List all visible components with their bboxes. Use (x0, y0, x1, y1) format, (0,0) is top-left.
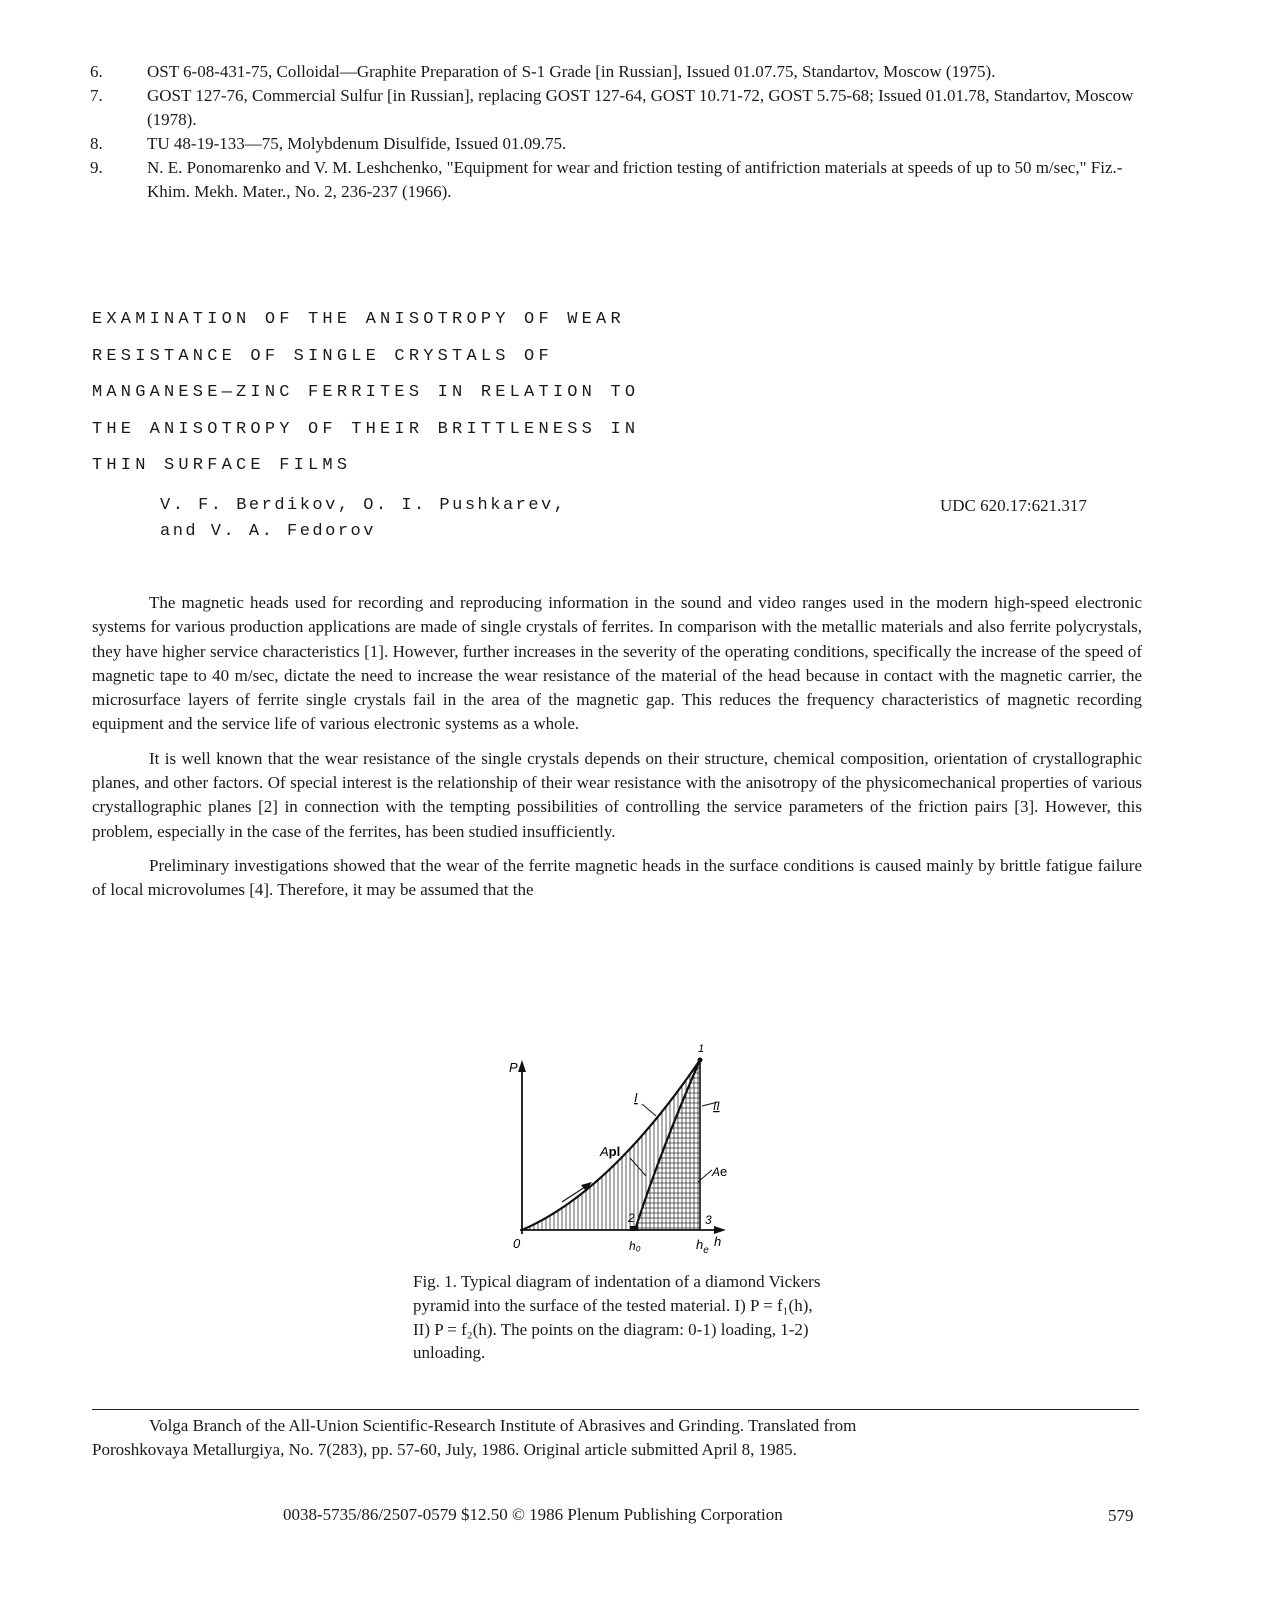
reference-item (90, 132, 1140, 156)
indentation-diagram (500, 1042, 750, 1257)
reference-text: OST 6-08-431-75, Colloidal—Graphite Preparation of S-1 Grade [in Russian], Issued 01.07.75, Standartov, Moscow (1975). (147, 62, 996, 81)
reference-item (90, 156, 1140, 204)
point-3-label: 3 (705, 1213, 712, 1227)
he-label-sub: e (703, 1245, 709, 1256)
page-number: 579 (1108, 1506, 1134, 1525)
point-2-label: 2 (628, 1211, 635, 1225)
reference-number: 8. (90, 134, 103, 153)
reference-text: TU 48-19-133—75, Molybdenum Disulfide, Issued 01.09.75. (147, 134, 567, 153)
apl-label-sub: pl (608, 1144, 621, 1159)
curve-1-leader (642, 1104, 656, 1116)
title-line: THIN SURFACE FILMS (92, 456, 352, 475)
body-paragraph: The magnetic heads used for recording and reproducing information in the sound and video ranges used in the modern high-speed electronic systems for various production applications are made of single crystals of ferrites. In comparison with the metallic materials and also ferrite polycrystals, they have higher service characteristics [1]. However, further increases in the severity of the operating conditions, specifically the increase of the speed of magnetic tape to 40 m/sec, dictate the need to increase the wear resistance of the material of the head because in contact with the magnetic carrier, the microsurface layers of ferrite single crystals fail in the area of the magnetic gap. This reduces the frequency characteristics of magnetic recording equipment and the service life of various electronic systems as a whole. (92, 593, 1142, 734)
title-line: RESISTANCE OF SINGLE CRYSTALS OF (92, 346, 553, 366)
diagram-svg (500, 1042, 750, 1257)
article-body (92, 591, 1142, 913)
udc-code: UDC 620.17:621.317 (940, 496, 1087, 515)
reference-list (90, 60, 1140, 204)
p-axis-arrow (518, 1060, 526, 1072)
figure-caption: Fig. 1. Typical diagram of indentation of a diamond Vickers pyramid into the surface of the tested material. I) P = f₁(h), II) P = f₂(h). The points on the diagram: 0-1) loading, 1-2) unloading. (413, 1272, 821, 1363)
title-line: THE ANISOTROPY OF THEIR BRITTLENESS IN (92, 419, 640, 439)
reference-number: 6. (90, 62, 103, 81)
origin-label: 0 (513, 1236, 521, 1251)
author-line: V. F. Berdikov, O. I. Pushkarev, (160, 496, 567, 515)
affiliation-line: Poroshkovaya Metallurgiya, No. 7(283), pp. 57-60, July, 1986. Original article submitted April 8, 1985. (92, 1440, 797, 1459)
h-axis-label: h (714, 1234, 722, 1249)
affiliation-note (92, 1414, 1142, 1462)
reference-number: 7. (90, 86, 103, 105)
affiliation-line: Volga Branch of the All-Union Scientific-Research Institute of Abrasives and Grinding. Translated from (149, 1416, 857, 1435)
point-1-label: 1 (698, 1043, 705, 1055)
p-axis-label: P (509, 1060, 518, 1075)
title-line: EXAMINATION OF THE ANISOTROPY OF WEAR (92, 310, 625, 329)
apl-label-main: A (600, 1144, 609, 1159)
body-paragraph: Preliminary investigations showed that the wear of the ferrite magnetic heads in the surface conditions is caused mainly by brittle fatigue failure of local microvolumes [4]. Therefore, it may be assumed that the (92, 855, 1142, 900)
point-2-marker (630, 1226, 638, 1231)
reference-text: GOST 127-76, Commercial Sulfur [in Russian], replacing GOST 127-64, GOST 10.71-72, GOST 5.75-68; Issued 01.01.78, Standartov, Moscow (1978). (147, 86, 1134, 129)
he-label-main: h (696, 1237, 704, 1252)
author-list (160, 493, 566, 545)
curve-2-label: II (713, 1099, 720, 1113)
body-paragraph: It is well known that the wear resistance of the single crystals depends on their structure, chemical composition, orientation of crystallographic planes, and other factors. Of special interest is the relationship of their wear resistance with the anisotropy of the physicomechanical properties of various crystallographic planes [2] in connection with the tempting possibilities of controlling the service parameters of the friction pairs [3]. However, this problem, especially in the case of the ferrites, has been studied insufficiently. (92, 748, 1142, 841)
author-line: and V. A. Fedorov (160, 522, 376, 541)
h-axis-arrow (714, 1226, 726, 1234)
reference-item (90, 84, 1140, 132)
ae-label (711, 1164, 727, 1179)
title-line: MANGANESE—ZINC FERRITES IN RELATION TO (92, 383, 640, 402)
reference-text: N. E. Ponomarenko and V. M. Leshchenko, "Equipment for wear and friction testing of antifriction materials at speeds of up to 50 m/sec," Fiz.-Khim. Mekh. Mater., No. 2, 236-237 (1966). (147, 158, 1123, 201)
point-1-marker (698, 1058, 703, 1063)
reference-number: 9. (90, 158, 103, 177)
apl-label (599, 1144, 620, 1159)
copyright-line: 0038-5735/86/2507-0579 $12.50 © 1986 Plenum Publishing Corporation (283, 1505, 783, 1524)
article-title (92, 302, 752, 485)
ae-label-main: A (712, 1165, 721, 1179)
reference-item (90, 60, 1140, 84)
he-label (696, 1237, 709, 1256)
ae-label-sub: e (720, 1164, 728, 1179)
h0-label: h₀ (629, 1239, 641, 1253)
curve-1-label: I (634, 1090, 638, 1105)
footnote-divider (92, 1409, 1139, 1410)
